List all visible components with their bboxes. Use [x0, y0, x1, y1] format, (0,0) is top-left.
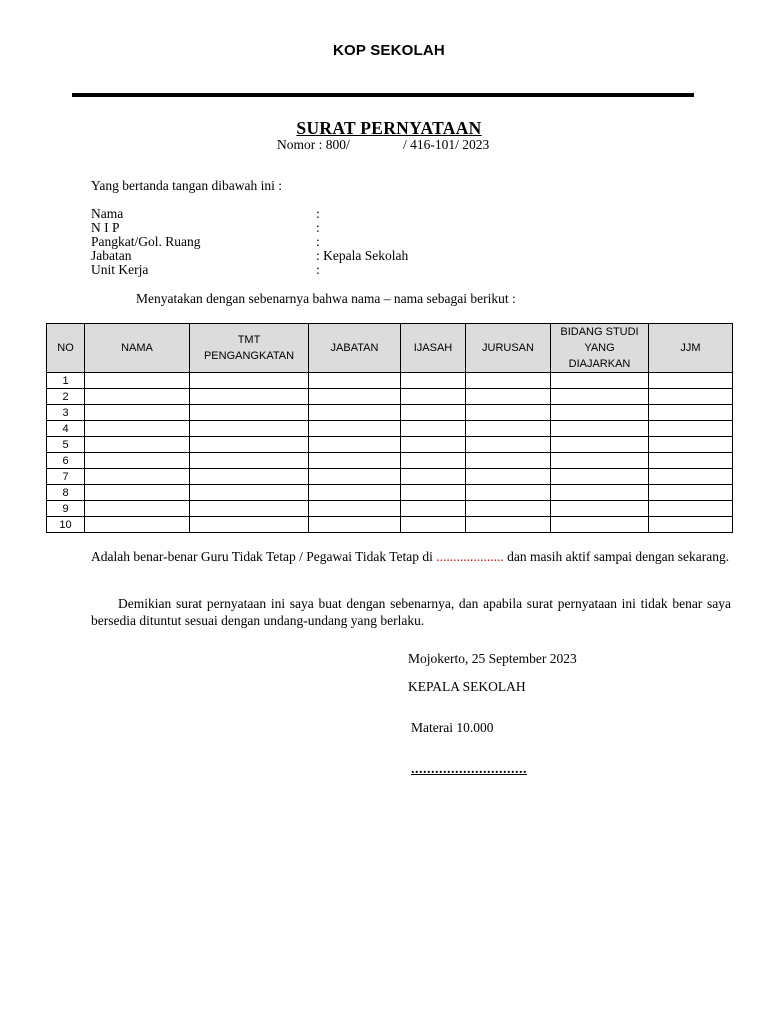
cell-jjm: [649, 485, 733, 501]
cell-jabatan: [309, 421, 401, 437]
cell-tmt: [190, 469, 309, 485]
cell-jurusan: [466, 517, 551, 533]
document-title: SURAT PERNYATAAN: [296, 118, 482, 138]
cell-nama: [85, 469, 190, 485]
cell-tmt: [190, 501, 309, 517]
status-text-end: dan masih aktif sampai dengan sekarang.: [507, 549, 730, 564]
cell-jurusan: [466, 405, 551, 421]
cell-jjm: [649, 421, 733, 437]
cell-jabatan: [309, 373, 401, 389]
column-header-jabatan: JABATAN: [309, 324, 401, 373]
column-header-nama: NAMA: [85, 324, 190, 373]
column-header-jurusan: JURUSAN: [466, 324, 551, 373]
staff-table: [46, 323, 733, 533]
field-value-nip: :: [316, 220, 320, 235]
cell-bidang-studi: [551, 405, 649, 421]
cell-no: 7: [47, 469, 85, 485]
statement-text: Menyatakan dengan sebenarnya bahwa nama – nama sebagai berikut :: [136, 291, 516, 306]
cell-ijasah: [401, 405, 466, 421]
cell-tmt: [190, 373, 309, 389]
signature-role: KEPALA SEKOLAH: [408, 679, 526, 694]
cell-nama: [85, 437, 190, 453]
column-header-bidang-studi: BIDANG STUDI YANG DIAJARKAN: [551, 324, 649, 373]
cell-jabatan: [309, 453, 401, 469]
cell-jjm: [649, 389, 733, 405]
cell-jjm: [649, 373, 733, 389]
cell-jurusan: [466, 421, 551, 437]
column-header-jjm: JJM: [649, 324, 733, 373]
cell-jurusan: [466, 501, 551, 517]
cell-nama: [85, 389, 190, 405]
field-value-unit-kerja: :: [316, 262, 320, 277]
cell-jjm: [649, 437, 733, 453]
cell-jabatan: [309, 405, 401, 421]
cell-ijasah: [401, 453, 466, 469]
cell-jabatan: [309, 485, 401, 501]
cell-jurusan: [466, 437, 551, 453]
cell-ijasah: [401, 389, 466, 405]
table-row: [47, 421, 733, 437]
cell-bidang-studi: [551, 437, 649, 453]
cell-nama: [85, 485, 190, 501]
field-value-jabatan: : Kepala Sekolah: [316, 248, 409, 263]
cell-no: 10: [47, 517, 85, 533]
cell-ijasah: [401, 421, 466, 437]
cell-nama: [85, 501, 190, 517]
cell-jjm: [649, 453, 733, 469]
table-row: [47, 453, 733, 469]
cell-tmt: [190, 453, 309, 469]
letterhead-rule: [72, 93, 694, 97]
letterhead-title: KOP SEKOLAH: [333, 42, 445, 59]
field-label-nama: Nama: [91, 206, 124, 221]
nomor-suffix: / 416-101/ 2023: [403, 137, 490, 152]
cell-tmt: [190, 421, 309, 437]
cell-nama: [85, 405, 190, 421]
cell-jabatan: [309, 469, 401, 485]
cell-jabatan: [309, 437, 401, 453]
school-name-blank: ....................: [436, 549, 504, 564]
cell-ijasah: [401, 469, 466, 485]
cell-nama: [85, 421, 190, 437]
cell-bidang-studi: [551, 453, 649, 469]
cell-bidang-studi: [551, 421, 649, 437]
status-text-start: Adalah benar-benar Guru Tidak Tetap / Pegawai Tidak Tetap di: [91, 549, 433, 564]
cell-tmt: [190, 389, 309, 405]
cell-bidang-studi: [551, 389, 649, 405]
cell-jurusan: [466, 453, 551, 469]
cell-jjm: [649, 405, 733, 421]
cell-no: 2: [47, 389, 85, 405]
column-header-no: NO: [47, 324, 85, 373]
table-row: [47, 437, 733, 453]
column-header-tmt: TMT PENGANGKATAN: [190, 324, 309, 373]
cell-jjm: [649, 469, 733, 485]
intro-text: Yang bertanda tangan dibawah ini :: [91, 178, 282, 193]
cell-tmt: [190, 485, 309, 501]
signature-name-line: .............................: [411, 762, 527, 777]
cell-bidang-studi: [551, 501, 649, 517]
cell-jurusan: [466, 485, 551, 501]
cell-nama: [85, 517, 190, 533]
table-row: [47, 405, 733, 421]
cell-jurusan: [466, 373, 551, 389]
cell-ijasah: [401, 373, 466, 389]
field-label-nip: N I P: [91, 220, 120, 235]
table-row: [47, 501, 733, 517]
cell-ijasah: [401, 501, 466, 517]
paragraph-status: [91, 548, 731, 565]
cell-nama: [85, 453, 190, 469]
column-header-ijasah: IJASAH: [401, 324, 466, 373]
cell-bidang-studi: [551, 517, 649, 533]
cell-jurusan: [466, 469, 551, 485]
cell-no: 5: [47, 437, 85, 453]
cell-tmt: [190, 437, 309, 453]
cell-ijasah: [401, 437, 466, 453]
cell-jabatan: [309, 389, 401, 405]
table-row: [47, 469, 733, 485]
cell-no: 9: [47, 501, 85, 517]
nomor-label: Nomor : 800/: [277, 137, 350, 152]
cell-jjm: [649, 501, 733, 517]
table-body: [47, 373, 733, 533]
cell-no: 4: [47, 421, 85, 437]
cell-jabatan: [309, 517, 401, 533]
field-label-unit-kerja: Unit Kerja: [91, 262, 149, 277]
cell-bidang-studi: [551, 469, 649, 485]
cell-no: 3: [47, 405, 85, 421]
cell-jurusan: [466, 389, 551, 405]
signature-place-date: Mojokerto, 25 September 2023: [408, 651, 577, 666]
cell-nama: [85, 373, 190, 389]
table-header-row: [47, 324, 733, 373]
paragraph-closing: Demikian surat pernyataan ini saya buat dengan sebenarnya, dan apabila surat pernyataan ini tidak benar saya bersedia dituntut sesuai dengan undang-undang yang berlaku.: [91, 596, 731, 628]
table-row: [47, 485, 733, 501]
field-value-pangkat: :: [316, 234, 320, 249]
cell-tmt: [190, 405, 309, 421]
cell-jabatan: [309, 501, 401, 517]
table-row: [47, 517, 733, 533]
table-row: [47, 373, 733, 389]
cell-ijasah: [401, 485, 466, 501]
table-row: [47, 389, 733, 405]
cell-bidang-studi: [551, 485, 649, 501]
cell-tmt: [190, 517, 309, 533]
cell-no: 6: [47, 453, 85, 469]
cell-bidang-studi: [551, 373, 649, 389]
cell-no: 1: [47, 373, 85, 389]
field-value-nama: :: [316, 206, 320, 221]
materai-placeholder: Materai 10.000: [411, 720, 494, 735]
cell-jjm: [649, 517, 733, 533]
cell-no: 8: [47, 485, 85, 501]
field-label-jabatan: Jabatan: [91, 248, 132, 263]
cell-ijasah: [401, 517, 466, 533]
field-label-pangkat: Pangkat/Gol. Ruang: [91, 234, 201, 249]
